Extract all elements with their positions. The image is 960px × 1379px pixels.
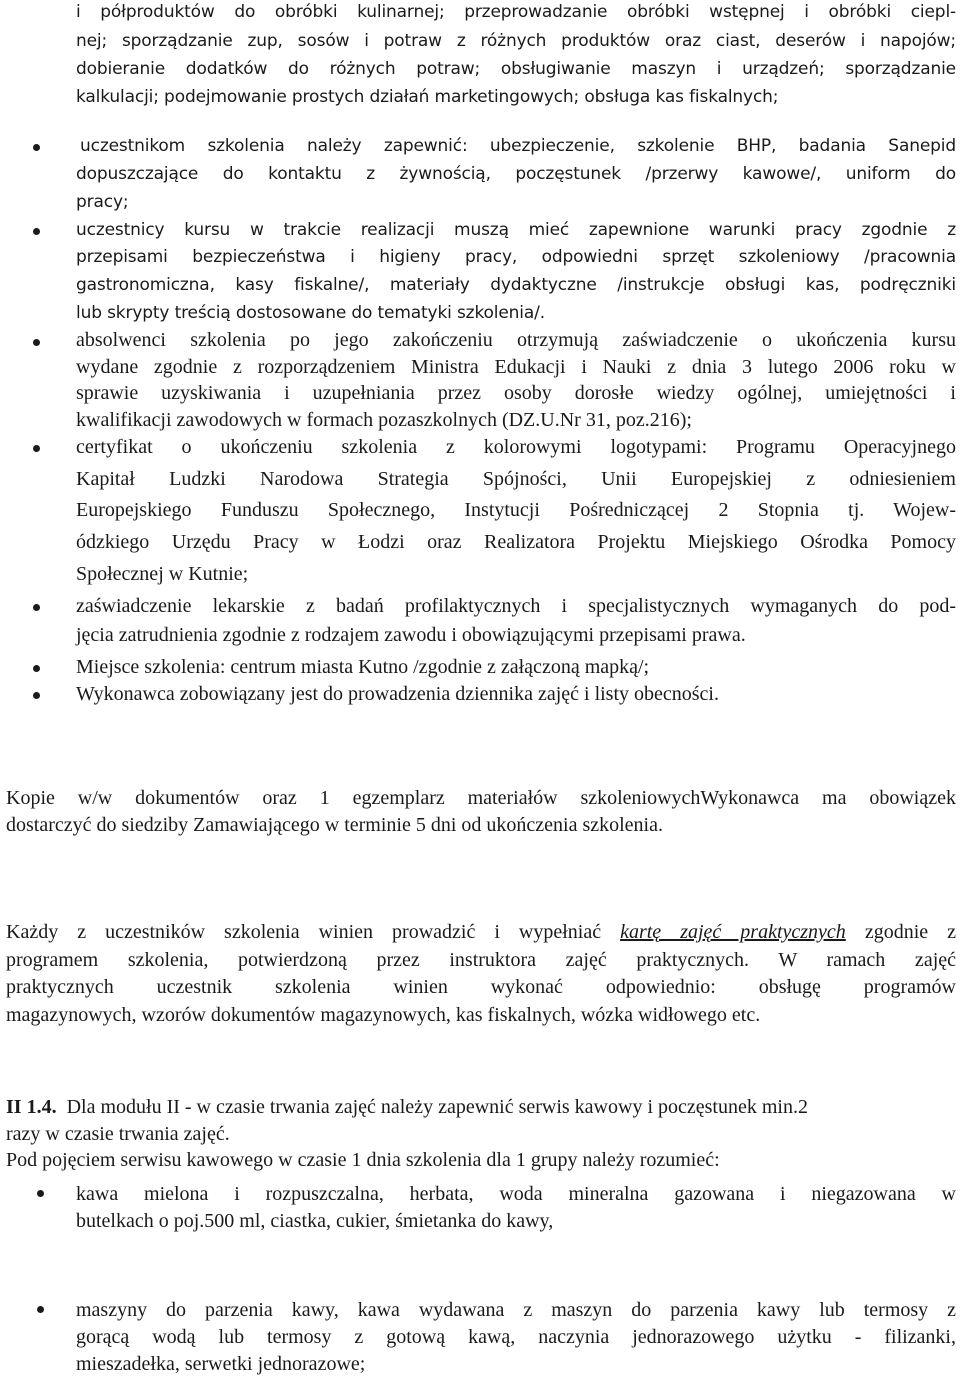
bullet-line: Społecznej w Kutnie; [76, 563, 249, 585]
bullet-icon [33, 445, 40, 452]
bullet-line: absolwenci szkolenia po jego zakończeniu otrzymują zaświadczenie o ukończenia kursu [76, 329, 956, 351]
bullet-line: maszyny do parzenia kawy, kawa wydawana z maszyn do parzenia kawy lub termosy z [76, 1299, 956, 1321]
paragraph-text: Każdy z uczestników szkolenia winien prowadzić i wypełniać [6, 921, 602, 943]
paragraph-line: magazynowych, wzorów dokumentów magazynowych, kas fiskalnych, wózka widłowego etc. [6, 1004, 761, 1026]
card-link: kartę zajęć praktycznych [620, 921, 846, 943]
bullet-line: gastronomiczna, kasy fiskalne/, materiały dydaktyczne /instrukcje obsługi kas, podręczniki [76, 275, 956, 295]
bullet-icon [33, 228, 40, 235]
bullet-line: sprawie uzyskiwania i uzupełniania przez osoby dorosłe wiedzy ogólnej, umiejętności i [76, 382, 956, 404]
section-line: Pod pojęciem serwisu kawowego w czasie 1 dnia szkolenia dla 1 grupy należy rozumieć: [6, 1149, 720, 1171]
paragraph-line: praktycznych uczestnik szkolenia winien wykonać odpowiednio: obsługę programów [6, 976, 956, 998]
bullet-line: certyfikat o ukończeniu szkolenia z kolorowymi logotypami: Programu Operacyjnego [76, 436, 956, 458]
bullet-line: Miejsce szkolenia: centrum miasta Kutno /zgodnie z załączoną mapką/; [76, 656, 650, 678]
bullet-line: butelkach o poj.500 ml, ciastka, cukier, śmietanka do kawy, [76, 1210, 554, 1232]
bullet-line: pracy; [76, 192, 129, 212]
bullet-line: dopuszczające do kontaktu z żywnością, poczęstunek /przerwy kawowe/, uniform do [76, 164, 956, 184]
bullet-line: Europejskiego Funduszu Społecznego, Instytucji Pośredniczącej 2 Stopnia tj. Wojew- [76, 499, 956, 521]
intro-line: nej; sporządzanie zup, sosów i potraw z różnych produktów oraz ciast, deserów i napojów; [76, 31, 956, 51]
bullet-line: Kapitał Ludzki Narodowa Strategia Spójności, Unii Europejskiej z odniesieniem [76, 468, 956, 490]
bullet-icon [33, 665, 40, 672]
bullet-line: ódzkiego Urzędu Pracy w Łodzi oraz Realizatora Projektu Miejskiego Ośrodka Pomocy [76, 531, 956, 553]
section-line: razy w czasie trwania zajęć. [6, 1123, 230, 1145]
bullet-line: gorącą wodą lub termosy z gotową kawą, naczynia jednorazowego użytku - filizanki, [76, 1326, 956, 1348]
section-number: II 1.4. [6, 1096, 57, 1118]
bullet-line: uczestnicy kursu w trakcie realizacji muszą mieć zapewnione warunki pracy zgodnie z [76, 220, 956, 240]
paragraph-text: zgodnie z [864, 921, 957, 943]
intro-line: i półproduktów do obróbki kulinarnej; przeprowadzanie obróbki wstępnej i obróbki ciepl- [76, 2, 956, 22]
bullet-line: Wykonawca zobowiązany jest do prowadzenia dziennika zajęć i listy obecności. [76, 683, 719, 705]
bullet-line: wydane zgodnie z rozporządzeniem Ministra Edukacji i Nauki z dnia 3 lutego 2006 roku w [76, 356, 956, 378]
bullet-line: kawa mielona i rozpuszczalna, herbata, woda mineralna gazowana i niegazowana w [76, 1183, 956, 1205]
bullet-icon [33, 692, 40, 699]
bullet-line: zaświadczenie lekarskie z badań profilaktycznych i specjalistycznych wymaganych do pod- [76, 595, 956, 617]
bullet-line: mieszadełka, serwetki jednorazowe; [76, 1353, 366, 1375]
bullet-icon [33, 604, 40, 611]
bullet-icon [37, 1306, 44, 1313]
section-line [6, 1097, 808, 1117]
bullet-line: jęcia zatrudnienia zgodnie z rodzajem zawodu i obowiązującymi przepisami prawa. [76, 624, 746, 646]
intro-line: dobieranie dodatków do różnych potraw; obsługiwanie maszyn i urządzeń; sporządzanie [76, 59, 956, 79]
paragraph-line: programem szkolenia, potwierdzoną przez instruktora zajęć praktycznych. W ramach zajęć [6, 949, 956, 971]
paragraph-line: Kopie w/w dokumentów oraz 1 egzemplarz materiałów szkoleniowychWykonawca ma obowiązek [6, 787, 956, 809]
section-text: Dla modułu II - w czasie trwania zajęć należy zapewnić serwis kawowy i poczęstunek min.2 [66, 1096, 808, 1118]
bullet-line: lub skrypty treścią dostosowane do tematyki szkolenia/. [76, 303, 545, 323]
paragraph-line: dostarczyć do siedziby Zamawiającego w terminie 5 dni od ukończenia szkolenia. [6, 814, 663, 836]
bullet-icon [33, 339, 40, 346]
bullet-icon [33, 144, 40, 151]
bullet-line: przepisami bezpieczeństwa i higieny pracy, odpowiedni sprzęt szkoleniowy /pracownia [76, 247, 956, 267]
bullet-line: uczestnikom szkolenia należy zapewnić: ubezpieczenie, szkolenie BHP, badania Sanepid [80, 136, 956, 156]
paragraph-line [6, 922, 956, 942]
bullet-line: kwalifikacji zawodowych w formach pozaszkolnych (DZ.U.Nr 31, poz.216); [76, 409, 692, 431]
bullet-icon [37, 1190, 44, 1197]
intro-line: kalkulacji; podejmowanie prostych działań marketingowych; obsługa kas fiskalnych; [76, 87, 779, 107]
